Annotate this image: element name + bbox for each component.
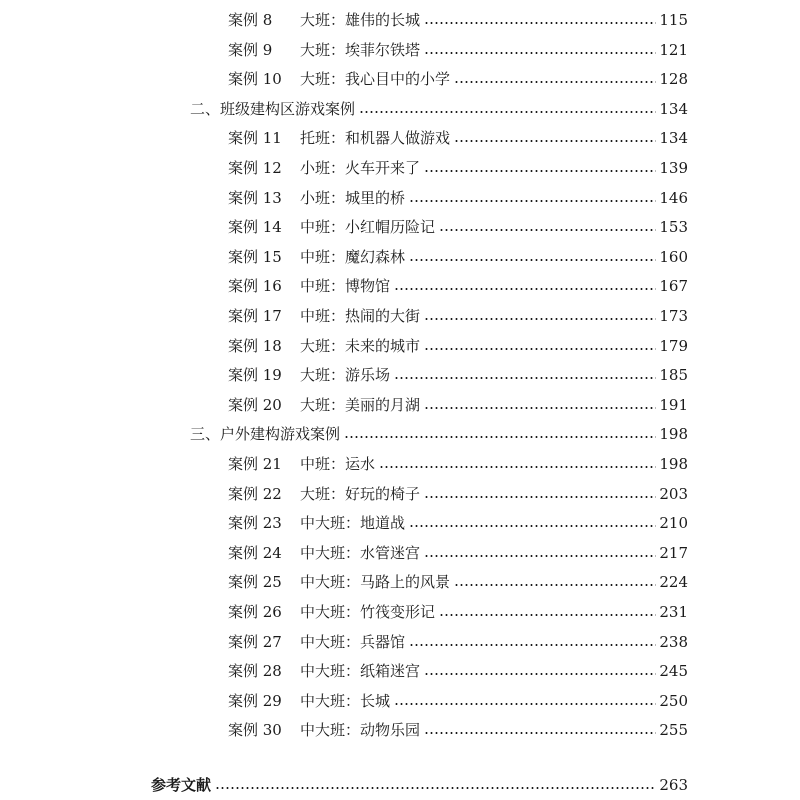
entry-title: 大班：我心目中的小学 <box>300 70 451 89</box>
entry-title: 小班：火车开来了 <box>300 159 421 177</box>
dot-leader <box>424 673 656 675</box>
case-number: 案例 17 <box>228 307 282 325</box>
page-number: 179 <box>659 336 688 355</box>
toc-case-entry <box>228 274 688 298</box>
dot-leader <box>439 229 656 231</box>
toc-case-entry <box>228 334 688 358</box>
entry-title: 中班：博物馆 <box>300 277 391 296</box>
dot-leader <box>359 111 656 113</box>
page-number: 153 <box>659 218 688 237</box>
page-number: 217 <box>659 543 688 562</box>
toc-case-entry <box>228 511 688 535</box>
entry-title: 中大班：地道战 <box>300 514 406 533</box>
dot-leader <box>424 52 656 54</box>
entry-title: 中班：运水 <box>300 455 376 473</box>
dot-leader <box>424 170 656 172</box>
entry-title: 中班：热闹的大街 <box>300 307 421 325</box>
dot-leader <box>409 259 656 261</box>
toc-case-entry <box>228 600 688 624</box>
dot-leader <box>424 555 656 557</box>
entry-title: 大班：埃菲尔铁塔 <box>300 40 421 59</box>
toc-case-entry <box>228 186 688 210</box>
toc-case-entry <box>228 126 688 150</box>
toc-case-entry <box>228 541 688 565</box>
entry-title: 中班：魔幻森林 <box>300 247 406 266</box>
dot-leader <box>454 584 656 586</box>
dot-leader <box>424 348 656 350</box>
entry-title: 中大班：竹筏变形记 <box>300 603 436 621</box>
dot-leader <box>454 81 656 83</box>
page-number: 245 <box>659 662 688 681</box>
page-number: 115 <box>659 11 688 29</box>
entry-title: 小班：城里的桥 <box>300 188 406 207</box>
toc-case-entry <box>228 304 688 328</box>
entry-title: 参考文献 <box>151 776 212 794</box>
toc-case-entry <box>228 689 688 713</box>
page-number: 198 <box>659 425 688 444</box>
case-number: 案例 9 <box>228 40 273 59</box>
dot-leader <box>344 436 656 438</box>
dot-leader <box>424 407 656 409</box>
toc-section-entry <box>190 97 688 121</box>
entry-title: 中班：小红帽历险记 <box>300 218 436 237</box>
toc-case-entry <box>228 156 688 180</box>
page-number: 173 <box>659 307 688 325</box>
page-number: 203 <box>659 484 688 503</box>
case-number: 案例 15 <box>228 247 282 266</box>
dot-leader <box>424 22 656 24</box>
page-number: 250 <box>659 691 688 710</box>
toc-reference-entry <box>151 773 688 797</box>
case-number: 案例 19 <box>228 366 282 385</box>
dot-leader <box>215 787 656 789</box>
case-number: 案例 27 <box>228 632 282 651</box>
entry-title: 大班：好玩的椅子 <box>300 484 421 503</box>
page-number: 185 <box>659 366 688 385</box>
case-number: 案例 28 <box>228 662 282 681</box>
case-number: 案例 24 <box>228 543 282 562</box>
page-number: 231 <box>659 603 688 621</box>
page-number: 224 <box>659 573 688 592</box>
entry-title: 三、户外建构游戏案例 <box>190 425 341 444</box>
entry-title: 大班：未来的城市 <box>300 336 421 355</box>
case-number: 案例 12 <box>228 159 282 177</box>
case-number: 案例 13 <box>228 188 282 207</box>
dot-leader <box>424 318 656 320</box>
toc-case-entry <box>228 245 688 269</box>
case-number: 案例 16 <box>228 277 282 296</box>
page-number: 191 <box>659 395 688 414</box>
case-number: 案例 18 <box>228 336 282 355</box>
entry-title: 中大班：长城 <box>300 691 391 710</box>
dot-leader <box>394 288 656 290</box>
toc-case-entry <box>228 67 688 91</box>
case-number: 案例 29 <box>228 691 282 710</box>
toc-section-entry <box>190 422 688 446</box>
entry-title: 大班：美丽的月湖 <box>300 395 421 414</box>
entry-title: 中大班：兵器馆 <box>300 632 406 651</box>
case-number: 案例 8 <box>228 11 273 29</box>
toc-case-entry <box>228 570 688 594</box>
dot-leader <box>439 614 656 616</box>
page-number: 263 <box>659 776 688 794</box>
page-number: 167 <box>659 277 688 296</box>
toc-case-entry <box>228 659 688 683</box>
page-number: 134 <box>659 99 688 118</box>
toc-case-entry <box>228 393 688 417</box>
entry-title: 大班：游乐场 <box>300 366 391 385</box>
dot-leader <box>424 496 656 498</box>
case-number: 案例 23 <box>228 514 282 533</box>
entry-title: 中大班：动物乐园 <box>300 721 421 740</box>
entry-title: 二、班级建构区游戏案例 <box>190 99 356 118</box>
page-number: 255 <box>659 721 688 740</box>
case-number: 案例 25 <box>228 573 282 592</box>
toc-case-entry <box>228 8 688 32</box>
dot-leader <box>394 703 656 705</box>
toc-case-entry <box>228 718 688 742</box>
toc-case-entry <box>228 363 688 387</box>
toc-case-entry <box>228 630 688 654</box>
dot-leader <box>379 466 656 468</box>
dot-leader <box>454 140 656 142</box>
case-number: 案例 22 <box>228 484 282 503</box>
dot-leader <box>409 200 656 202</box>
dot-leader <box>394 377 656 379</box>
toc-case-entry <box>228 38 688 62</box>
page-number: 128 <box>659 70 688 89</box>
dot-leader <box>409 525 656 527</box>
entry-title: 中大班：水管迷宫 <box>300 543 421 562</box>
entry-title: 托班：和机器人做游戏 <box>300 129 451 148</box>
entry-title: 中大班：马路上的风景 <box>300 573 451 592</box>
case-number: 案例 14 <box>228 218 282 237</box>
page-number: 121 <box>659 40 688 59</box>
entry-title: 大班：雄伟的长城 <box>300 11 421 29</box>
case-number: 案例 21 <box>228 455 282 473</box>
case-number: 案例 20 <box>228 395 282 414</box>
page-number: 210 <box>659 514 688 533</box>
page-number: 134 <box>659 129 688 148</box>
case-number: 案例 26 <box>228 603 282 621</box>
dot-leader <box>424 732 656 734</box>
page-number: 160 <box>659 247 688 266</box>
page-number: 238 <box>659 632 688 651</box>
toc-case-entry <box>228 452 688 476</box>
case-number: 案例 10 <box>228 70 282 89</box>
toc-case-entry <box>228 482 688 506</box>
entry-title: 中大班：纸箱迷宫 <box>300 662 421 681</box>
toc-case-entry <box>228 215 688 239</box>
case-number: 案例 30 <box>228 721 282 740</box>
dot-leader <box>409 644 656 646</box>
page-number: 198 <box>659 455 688 473</box>
page-number: 139 <box>659 159 688 177</box>
case-number: 案例 11 <box>228 129 282 148</box>
page-number: 146 <box>659 188 688 207</box>
